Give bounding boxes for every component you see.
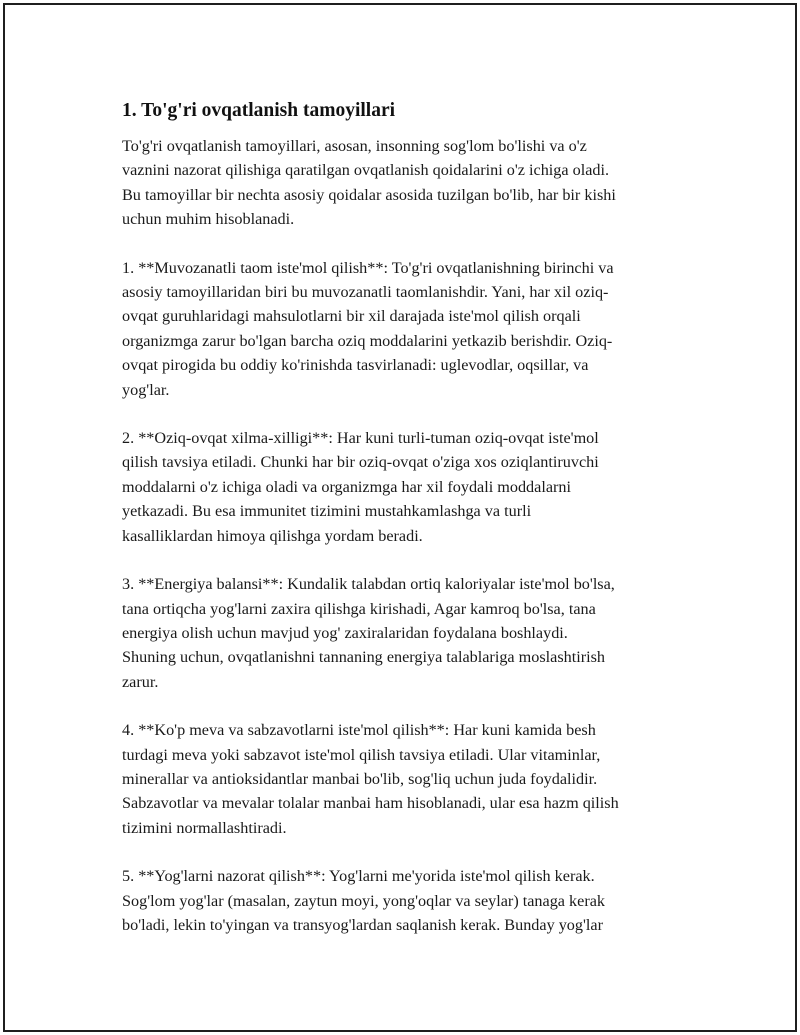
text-line: uchun muhim hisoblanadi. (122, 210, 295, 229)
text-line: vaznini nazorat qilishiga qaratilgan ovqatlanish qoidalarini o'z ichiga oladi. (122, 161, 610, 180)
text-line: ovqat guruhlaridagi mahsulotlarni bir xil darajada iste'mol qilish orqali (122, 307, 581, 326)
text-line: 2. **Oziq-ovqat xilma-xilligi**: Har kuni turli-tuman oziq-ovqat iste'mol (122, 429, 599, 448)
text-line: yetkazadi. Bu esa immunitet tizimini mustahkamlashga va turli (122, 502, 532, 521)
text-line: qilish tavsiya etiladi. Chunki har bir oziq-ovqat o'ziga xos oziqlantiruvchi (122, 453, 599, 472)
text-line: zarur. (122, 672, 159, 691)
text-line: organizmga zarur bo'lgan barcha oziq moddalarini yetkazib berishdir. Oziq- (122, 331, 613, 350)
section-heading: 1. To'g'ri ovqatlanish tamoyillari (122, 100, 396, 121)
text-line: 5. **Yog'larni nazorat qilish**: Yog'larni me'yorida iste'mol qilish kerak. (122, 867, 595, 886)
principle-3-paragraph (122, 572, 692, 694)
text-line: moddalarni o'z ichiga oladi va organizmga har xil foydali moddalarni (122, 477, 571, 496)
text-line: To'g'ri ovqatlanish tamoyillari, asosan, insonning sog'lom bo'lishi va o'z (122, 137, 587, 155)
text-line: Sabzavotlar va mevalar tolalar manbai ham hisoblanadi, ular esa hazm qilish (122, 794, 619, 813)
principle-5-paragraph (122, 864, 692, 937)
principle-4-paragraph (122, 718, 692, 840)
text-line: turdagi meva yoki sabzavot iste'mol qilish tavsiya etiladi. Ular vitaminlar, (122, 745, 601, 764)
principle-1-paragraph (122, 256, 692, 402)
document-body (122, 97, 692, 961)
intro-paragraph (122, 134, 692, 232)
text-line: minerallar va antioksidantlar manbai bo'lib, sog'liq uchun juda foydalidir. (122, 769, 598, 788)
text-line: asosiy tamoyillaridan biri bu muvozanatli taomlanishdir. Yani, har xil oziq- (122, 283, 609, 302)
principle-2-paragraph (122, 426, 692, 548)
text-line: yog'lar. (122, 380, 170, 399)
text-line: tizimini normallashtiradi. (122, 818, 287, 837)
page-frame (3, 3, 797, 1032)
text-line: 3. **Energiya balansi**: Kundalik talabdan ortiq kaloriyalar iste'mol bo'lsa, (122, 575, 615, 594)
text-line: 4. **Ko'p meva va sabzavotlarni iste'mol qilish**: Har kuni kamida besh (122, 721, 596, 740)
text-line: ovqat pirogida bu oddiy ko'rinishda tasvirlanadi: uglevodlar, oqsillar, va (122, 356, 589, 375)
text-line: kasalliklardan himoya qilishga yordam beradi. (122, 526, 423, 545)
text-line: energiya olish uchun mavjud yog' zaxiralaridan foydalana boshlaydi. (122, 623, 568, 642)
text-line: tana ortiqcha yog'larni zaxira qilishga kirishadi, Agar kamroq bo'lsa, tana (122, 599, 596, 618)
text-line: Shuning uchun, ovqatlanishni tannaning energiya talablariga moslashtirish (122, 648, 605, 667)
text-line: Bu tamoyillar bir nechta asosiy qoidalar asosida tuzilgan bo'lib, har bir kishi (122, 185, 616, 204)
text-line: bo'ladi, lekin to'yingan va transyog'lardan saqlanish kerak. Bunday yog'lar (122, 915, 603, 934)
text-line: Sog'lom yog'lar (masalan, zaytun moyi, yong'oqlar va seylar) tanaga kerak (122, 891, 605, 910)
text-line: 1. **Muvozanatli taom iste'mol qilish**: To'g'ri ovqatlanishning birinchi va (122, 258, 614, 277)
